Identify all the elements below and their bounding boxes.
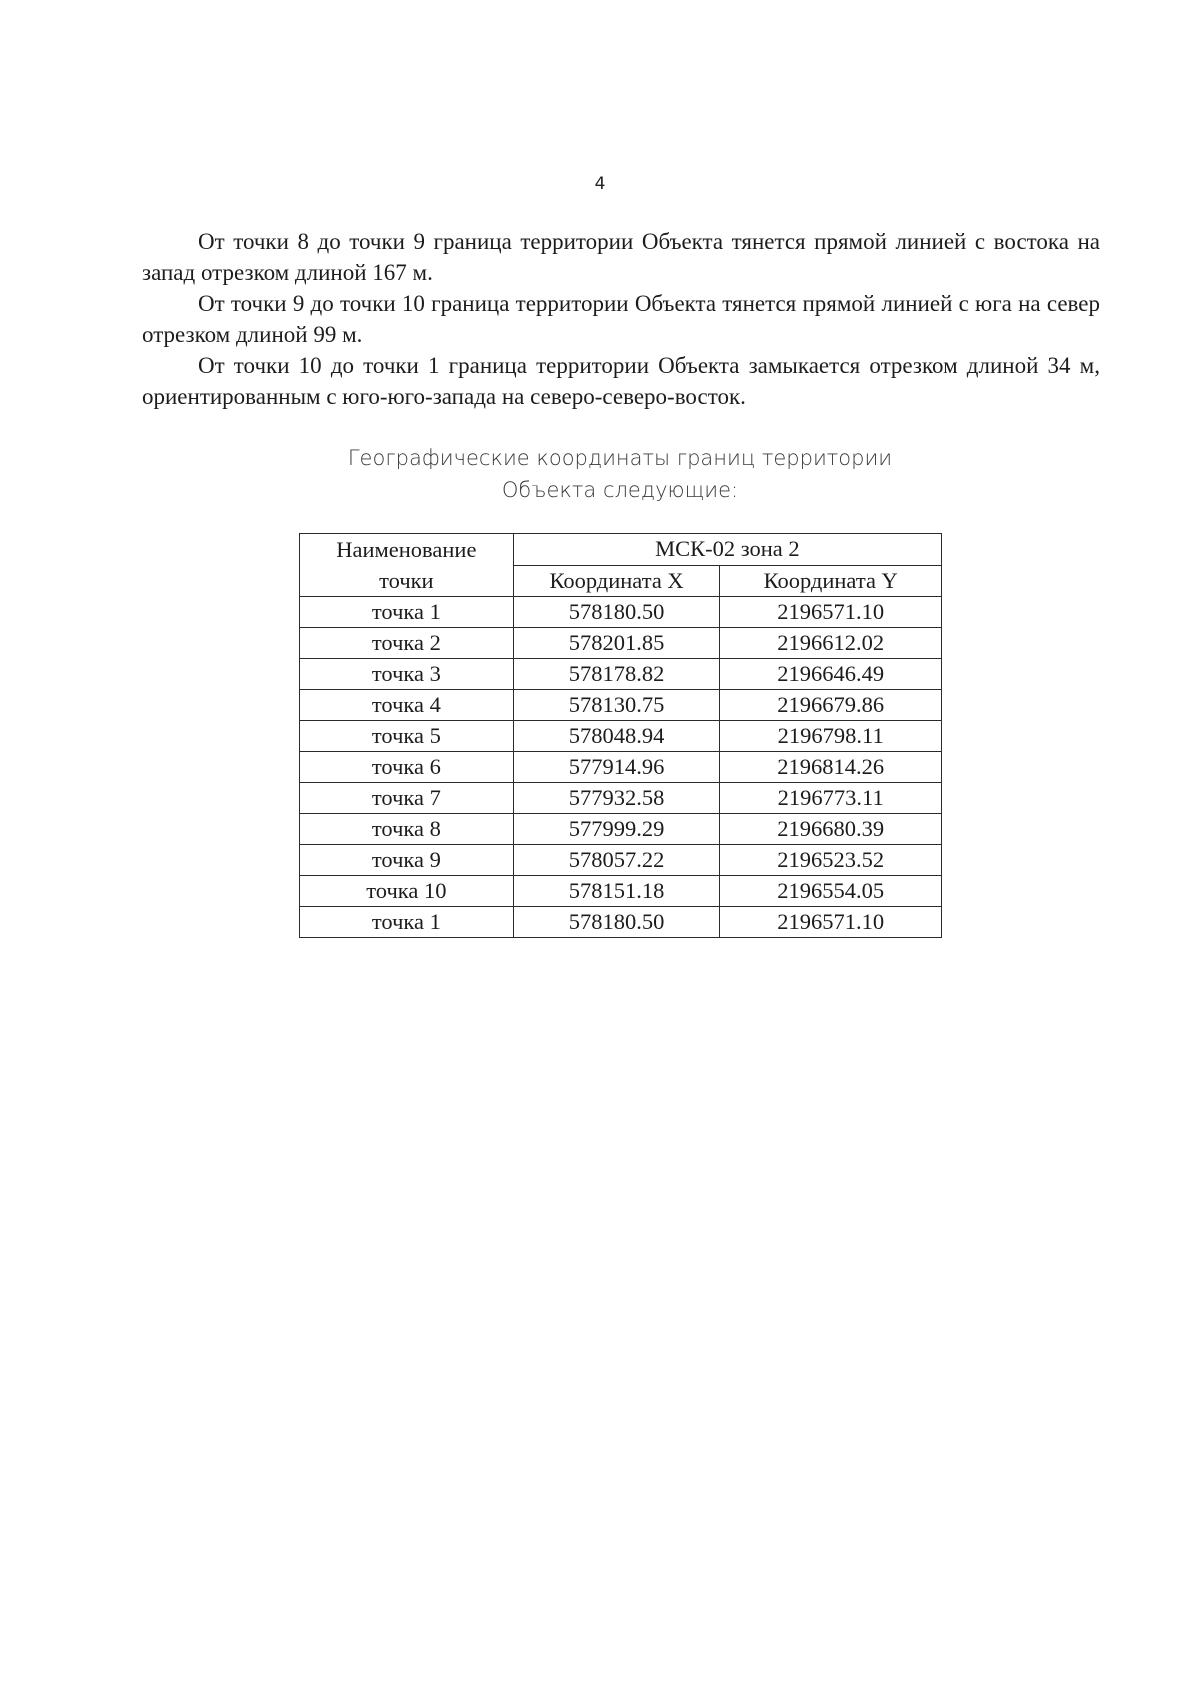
y-cell: 2196646.49 [720, 659, 942, 690]
x-cell: 578151.18 [513, 876, 720, 907]
table-caption-line: Объекта следующие: [501, 478, 739, 502]
point-name-cell: точка 4 [300, 690, 514, 721]
table-body [300, 597, 942, 938]
y-cell: 2196814.26 [720, 752, 942, 783]
x-cell: 577999.29 [513, 814, 720, 845]
column-header-x: Координата X [513, 565, 720, 597]
table-row [300, 876, 942, 907]
table-row [300, 845, 942, 876]
x-cell: 578178.82 [513, 659, 720, 690]
y-cell: 2196523.52 [720, 845, 942, 876]
body-text [142, 226, 1100, 412]
header-name-line1: Наименование [336, 537, 477, 562]
coordinates-table [299, 533, 942, 938]
table-row [300, 907, 942, 938]
table-row [300, 752, 942, 783]
table-row [300, 814, 942, 845]
point-name-cell: точка 3 [300, 659, 514, 690]
table-caption [300, 442, 940, 506]
x-cell: 578201.85 [513, 628, 720, 659]
table-caption-line: Географические координаты границ территории [347, 446, 893, 470]
paragraph: От точки 10 до точки 1 граница территории Объекта замыкается отрезком длиной 34 м, ориентированным с юго-юго-запада на северо-северо-восток. [142, 353, 1100, 409]
header-name-line2: точки [379, 568, 434, 593]
x-cell: 578180.50 [513, 597, 720, 628]
column-header-y: Координата Y [720, 565, 942, 597]
x-cell: 578048.94 [513, 721, 720, 752]
point-name-cell: точка 6 [300, 752, 514, 783]
y-cell: 2196773.11 [720, 783, 942, 814]
table-row [300, 783, 942, 814]
point-name-cell: точка 5 [300, 721, 514, 752]
column-header-coordinate-system: МСК-02 зона 2 [513, 534, 941, 566]
point-name-cell: точка 9 [300, 845, 514, 876]
point-name-cell: точка 2 [300, 628, 514, 659]
y-cell: 2196612.02 [720, 628, 942, 659]
table-row [300, 659, 942, 690]
y-cell: 2196680.39 [720, 814, 942, 845]
table-row [300, 597, 942, 628]
y-cell: 2196798.11 [720, 721, 942, 752]
table-row [300, 628, 942, 659]
y-cell: 2196571.10 [720, 597, 942, 628]
point-name-cell: точка 8 [300, 814, 514, 845]
y-cell: 2196679.86 [720, 690, 942, 721]
x-cell: 578057.22 [513, 845, 720, 876]
x-cell: 578180.50 [513, 907, 720, 938]
y-cell: 2196571.10 [720, 907, 942, 938]
x-cell: 577932.58 [513, 783, 720, 814]
column-header-point-name [300, 534, 514, 597]
table-row [300, 690, 942, 721]
point-name-cell: точка 1 [300, 597, 514, 628]
y-cell: 2196554.05 [720, 876, 942, 907]
point-name-cell: точка 10 [300, 876, 514, 907]
page-number: 4 [594, 174, 606, 194]
paragraph: От точки 9 до точки 10 граница территории Объекта тянется прямой линией с юга на север отрезком длиной 99 м. [142, 291, 1100, 347]
table-row [300, 721, 942, 752]
paragraph: От точки 8 до точки 9 граница территории Объекта тянется прямой линией с востока на запад отрезком длиной 167 м. [142, 229, 1100, 285]
x-cell: 577914.96 [513, 752, 720, 783]
point-name-cell: точка 1 [300, 907, 514, 938]
point-name-cell: точка 7 [300, 783, 514, 814]
x-cell: 578130.75 [513, 690, 720, 721]
